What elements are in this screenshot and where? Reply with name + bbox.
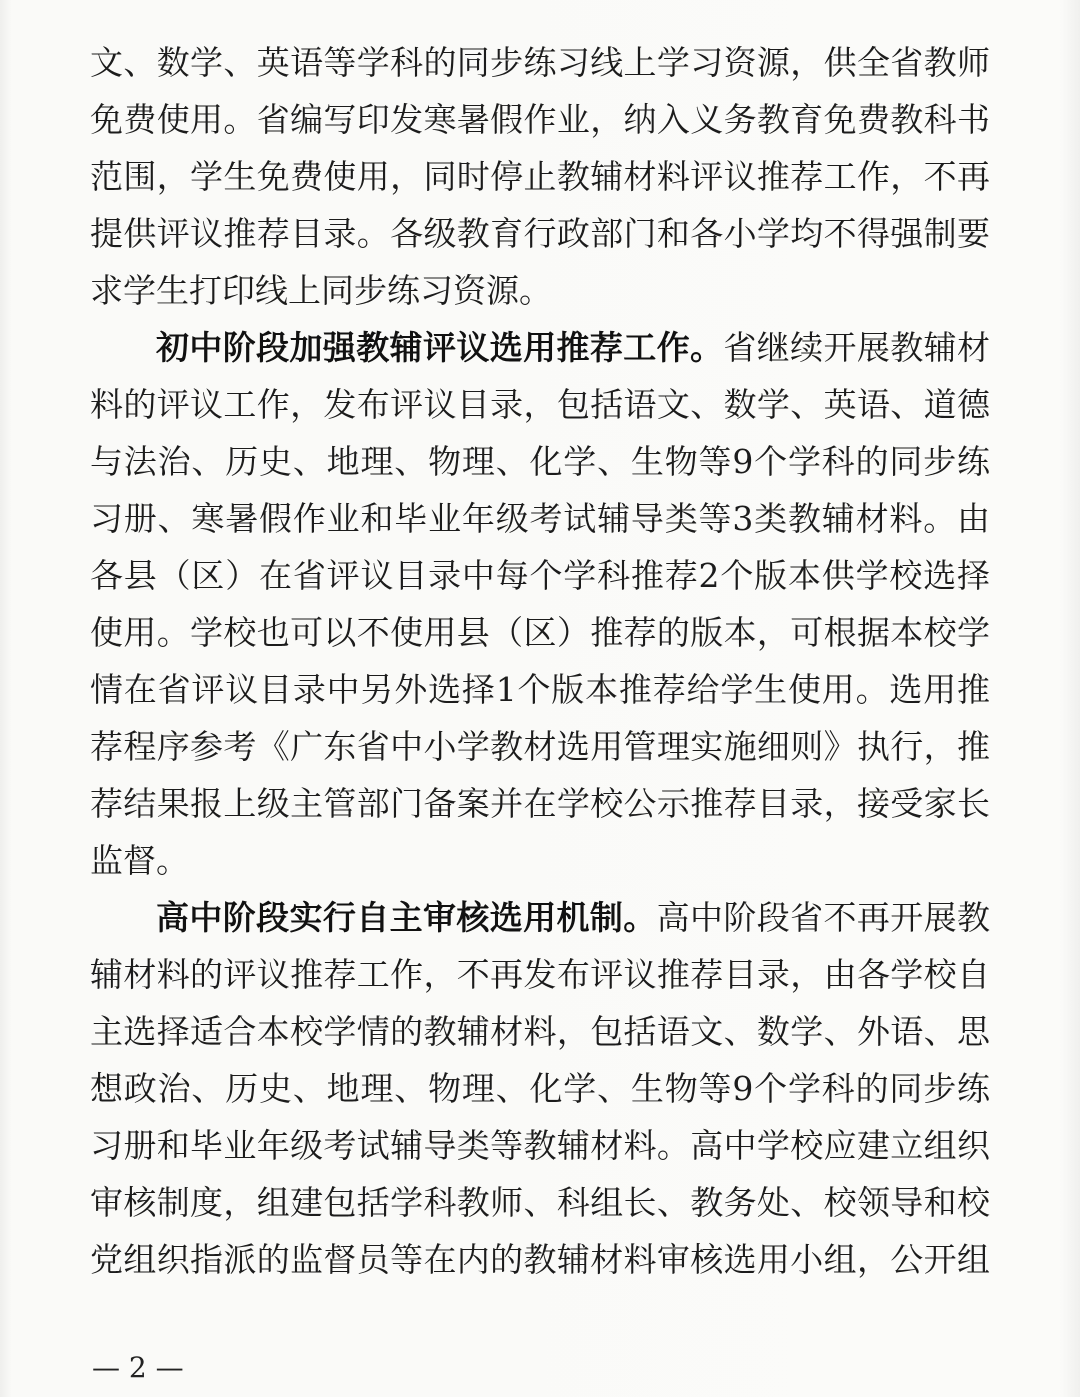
text-line: 想政治、历史、地理、物理、化学、生物等9个学科的同步练 <box>90 1069 990 1108</box>
text-line: 辅材料的评议推荐工作，不再发布评议推荐目录，由各学校自 <box>90 955 990 994</box>
text-line: 文、数学、英语等学科的同步练习线上学习资源，供全省教师 <box>90 43 990 82</box>
section-heading: 初中阶段加强教辅评议选用推荐工作。 <box>156 328 724 367</box>
paragraph-first-line <box>90 319 990 376</box>
text-line: 料的评议工作，发布评议目录，包括语文、数学、英语、道德 <box>90 385 990 424</box>
text-line: 荐程序参考《广东省中小学教材选用管理实施细则》执行，推 <box>90 727 990 766</box>
text-line: 求学生打印线上同步练习资源。 <box>90 271 552 310</box>
paragraph-first-line <box>90 889 990 946</box>
text-line: 情在省评议目录中另外选择1个版本推荐给学生使用。选用推 <box>90 670 990 709</box>
section-heading: 高中阶段实行自主审核选用机制。 <box>156 898 657 937</box>
text-line: 审核制度，组建包括学科教师、科组长、教务处、校领导和校 <box>90 1183 990 1222</box>
text-run: 省继续开展教辅材 <box>723 328 990 367</box>
text-line: 使用。学校也可以不使用县（区）推荐的版本，可根据本校学 <box>90 613 990 652</box>
text-line: 免费使用。省编写印发寒暑假作业，纳入义务教育免费教科书 <box>90 100 990 139</box>
text-line: 范围，学生免费使用，同时停止教辅材料评议推荐工作，不再 <box>90 157 990 196</box>
text-line: 党组织指派的监督员等在内的教辅材料审核选用小组，公开组 <box>90 1240 990 1279</box>
paragraph-senior-high <box>90 889 990 1288</box>
page-number: — 2 — <box>92 1351 184 1384</box>
paragraph-junior-high <box>90 319 990 889</box>
text-line: 与法治、历史、地理、物理、化学、生物等9个学科的同步练 <box>90 442 990 481</box>
text-line: 提供评议推荐目录。各级教育行政部门和各小学均不得强制要 <box>90 214 990 253</box>
text-line: 主选择适合本校学情的教辅材料，包括语文、数学、外语、思 <box>90 1012 990 1051</box>
document-body <box>90 34 990 1288</box>
text-line: 监督。 <box>90 841 189 880</box>
text-line: 荐结果报上级主管部门备案并在学校公示推荐目录，接受家长 <box>90 784 990 823</box>
text-run: 高中阶段省不再开展教 <box>656 898 990 937</box>
text-line: 习册和毕业年级考试辅导类等教辅材料。高中学校应建立组织 <box>90 1126 990 1165</box>
paragraph-primary-school <box>90 34 990 319</box>
text-line: 习册、寒暑假作业和毕业年级考试辅导类等3类教辅材料。由 <box>90 499 990 538</box>
text-line: 各县（区）在省评议目录中每个学科推荐2个版本供学校选择 <box>90 556 990 595</box>
